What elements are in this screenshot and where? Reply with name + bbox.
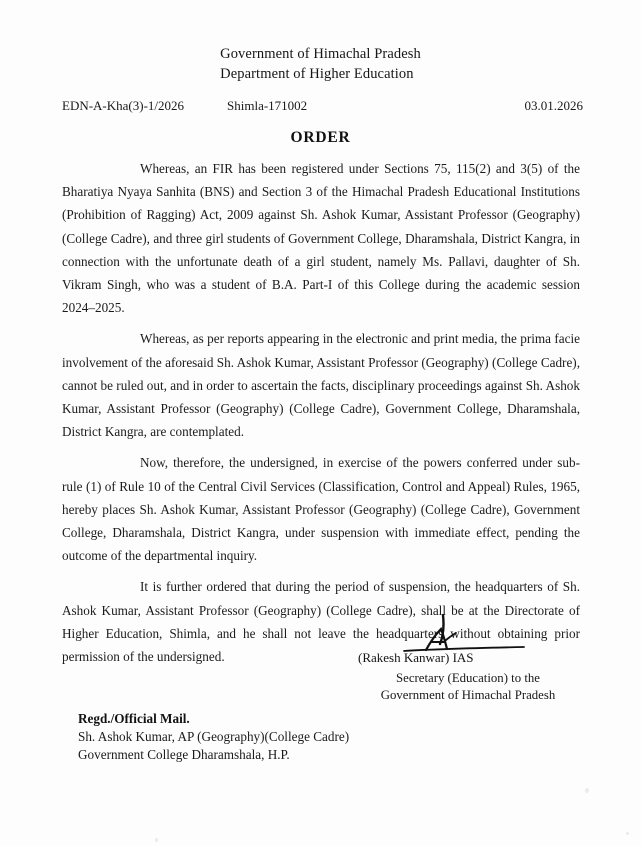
body-paragraph-4: It is further ordered that during the period of suspension, the headquarters of Sh. Ashok Kumar, Assistant Professor (Geography) (College Cadre), shall be at the Directorate of Higher Education, Shimla, and he shall not leave the headquarters without obtaining prior permission of the undersigned.	[62, 579, 580, 665]
signatory-designation-line-1: Secretary (Education) to the	[396, 671, 540, 685]
distribution-heading: Regd./Official Mail.	[78, 711, 190, 726]
letterhead-line-government: Government of Himachal Pradesh	[220, 46, 421, 62]
reference-date: 03.01.2026	[524, 98, 583, 113]
reference-row	[62, 98, 583, 118]
distribution-block	[78, 710, 498, 764]
body-paragraph-3: Now, therefore, the undersigned, in exercise of the powers conferred under sub-rule (1) of Rule 10 of the Central Civil Services (Classification, Control and Appeal) Rules, 1965, hereby places Sh. Ashok Kumar, Assistant Professor (Geography) (College Cadre), Government College, Dharamshala, District Kangra, under suspension with immediate effect, pending the outcome of the departmental inquiry.	[62, 455, 580, 564]
document-body	[62, 157, 580, 668]
body-paragraph-1: Whereas, an FIR has been registered under Sections 75, 115(2) and 3(5) of the Bharatiya Nyaya Sanhita (BNS) and Section 3 of the Himachal Pradesh Educational Institutions (Prohibition of Ragging) Act, 2009 against Sh. Ashok Kumar, Assistant Professor (Geography) (College Cadre), and three girl students of Government College, Dharamshala, District Kangra, in connection with the unfortunate death of a girl student, namely Ms. Pallavi, daughter of Sh. Vikram Singh, who was a student of B.A. Part-I of this College during the academic session 2024–2025.	[62, 161, 580, 316]
reference-place: Shimla-171002	[227, 98, 308, 113]
scan-speck	[626, 832, 629, 835]
signatory-designation-line-2: Government of Himachal Pradesh	[380, 688, 556, 702]
scan-speck	[585, 788, 589, 793]
body-paragraph-2: Whereas, as per reports appearing in the electronic and print media, the prima facie involvement of the aforesaid Sh. Ashok Kumar, Assistant Professor (Geography) (College Cadre), cannot be ruled out, and in order to ascertain the facts, disciplinary proceedings against Sh. Ashok Kumar, Assistant Professor (Geography) (College Cadre), Government College, Dharamshala, District Kangra, are contemplated.	[62, 331, 580, 440]
distribution-line-2: Government College Dharamshala, H.P.	[78, 747, 290, 762]
letterhead	[0, 44, 641, 84]
letterhead-line-department: Department of Higher Education	[220, 66, 414, 82]
distribution-line-1: Sh. Ashok Kumar, AP (Geography)(College Cadre)	[78, 729, 350, 744]
order-heading: ORDER	[290, 129, 351, 146]
signatory-designation	[346, 670, 590, 704]
scan-speck	[155, 838, 158, 842]
signatory-name: (Rakesh Kanwar) IAS	[358, 650, 474, 665]
reference-number: EDN-A-Kha(3)-1/2026	[62, 98, 185, 113]
